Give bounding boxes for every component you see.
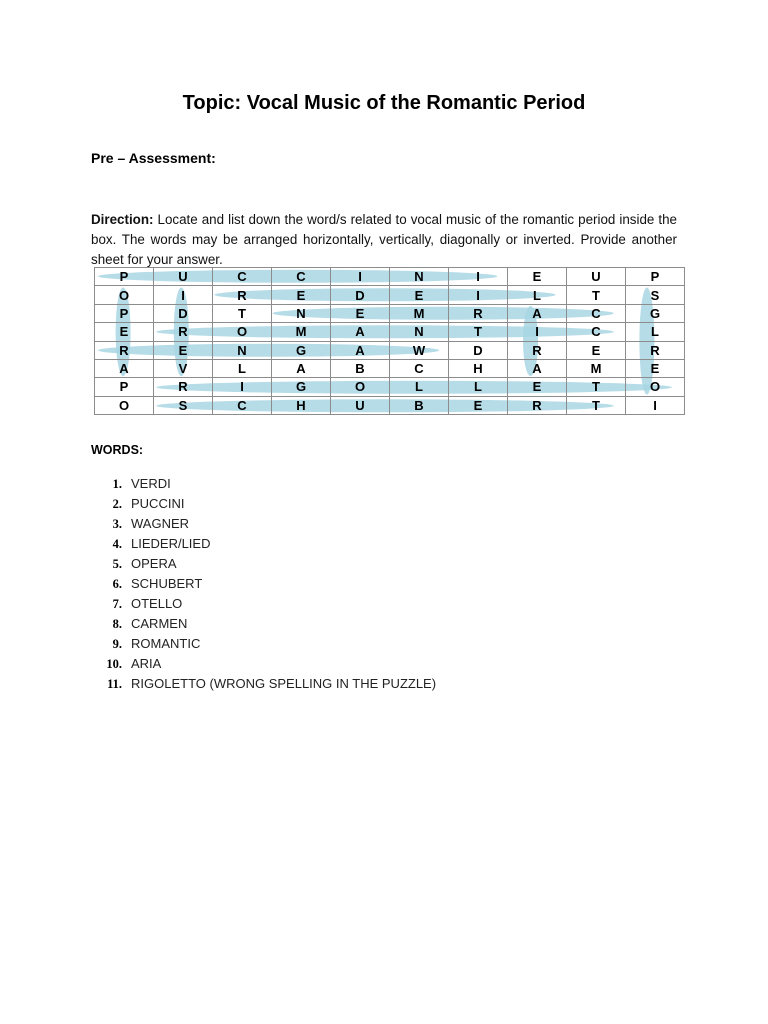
page-title: Topic: Vocal Music of the Romantic Period (182, 92, 586, 114)
word-list-item (91, 574, 436, 594)
puzzle-cell: T (567, 396, 626, 414)
word-text: OTELLO (131, 596, 183, 611)
puzzle-cell: I (626, 396, 685, 414)
puzzle-cell: R (626, 341, 685, 359)
puzzle-cell: U (331, 396, 390, 414)
puzzle-cell: S (154, 396, 213, 414)
word-list-item (91, 614, 436, 634)
puzzle-cell: V (154, 359, 213, 377)
puzzle-row (95, 359, 685, 377)
puzzle-cell: B (390, 396, 449, 414)
puzzle-cell: A (272, 359, 331, 377)
puzzle-cell: P (626, 268, 685, 286)
word-text: PUCCINI (131, 496, 185, 511)
puzzle-cell: E (626, 359, 685, 377)
word-number: 9. (112, 637, 122, 651)
word-text: ROMANTIC (131, 636, 201, 651)
word-number: 3. (112, 517, 122, 531)
puzzle-cell: L (626, 323, 685, 341)
puzzle-row (95, 341, 685, 359)
puzzle-cell: O (213, 323, 272, 341)
direction-paragraph (91, 210, 677, 270)
puzzle-cell: C (567, 304, 626, 322)
puzzle-cell: N (213, 341, 272, 359)
word-list-item (91, 534, 436, 554)
puzzle-cell: E (508, 378, 567, 396)
puzzle-cell: O (95, 396, 154, 414)
word-text: OPERA (131, 556, 177, 571)
direction-text: Locate and list down the word/s related to vocal music of the romantic period inside the box. The words may be arranged horizontally, vertically, diagonally or inverted. Provide another sheet for your answer. (91, 212, 677, 268)
puzzle-cell: R (508, 341, 567, 359)
puzzle-cell: I (213, 378, 272, 396)
puzzle-cell: L (449, 378, 508, 396)
word-number: 11. (107, 677, 122, 691)
words-heading: WORDS: (91, 443, 144, 457)
puzzle-cell: B (331, 359, 390, 377)
puzzle-cell: D (449, 341, 508, 359)
word-text: SCHUBERT (131, 576, 203, 591)
puzzle-cell: R (154, 323, 213, 341)
puzzle-cell: I (508, 323, 567, 341)
puzzle-cell: U (154, 268, 213, 286)
word-text: WAGNER (131, 516, 190, 531)
puzzle-cell: W (390, 341, 449, 359)
puzzle-cell: T (567, 286, 626, 304)
puzzle-cell: M (272, 323, 331, 341)
word-number: 7. (112, 597, 122, 611)
puzzle-cell: O (331, 378, 390, 396)
puzzle-cell: A (95, 359, 154, 377)
puzzle-cell: E (508, 268, 567, 286)
word-number: 4. (112, 537, 122, 551)
word-text: RIGOLETTO (WRONG SPELLING IN THE PUZZLE) (131, 676, 437, 691)
puzzle-cell: A (331, 323, 390, 341)
word-list-item (91, 634, 436, 654)
puzzle-cell: N (390, 323, 449, 341)
puzzle-row (95, 323, 685, 341)
puzzle-cell: A (508, 304, 567, 322)
word-list-item (91, 494, 436, 514)
pre-assessment-heading: Pre – Assessment: (91, 150, 216, 166)
puzzle-cell: D (331, 286, 390, 304)
puzzle-cell: G (272, 341, 331, 359)
puzzle-cell: L (213, 359, 272, 377)
puzzle-cell: H (272, 396, 331, 414)
word-text: CARMEN (131, 616, 188, 631)
puzzle-cell: A (331, 341, 390, 359)
word-list-item (91, 654, 436, 674)
puzzle-cell: R (213, 286, 272, 304)
direction-label: Direction: (91, 212, 154, 228)
puzzle-cell: E (567, 341, 626, 359)
word-list-item (91, 554, 436, 574)
puzzle-cell: R (154, 378, 213, 396)
word-list (91, 474, 436, 694)
puzzle-cell: I (449, 286, 508, 304)
word-number: 8. (112, 617, 122, 631)
puzzle-cell: E (449, 396, 508, 414)
puzzle-cell: O (95, 286, 154, 304)
puzzle-cell: N (390, 268, 449, 286)
puzzle-cell: M (567, 359, 626, 377)
word-list-item (91, 674, 436, 694)
puzzle-cell: P (95, 304, 154, 322)
word-number: 1. (112, 477, 122, 491)
puzzle-row (95, 396, 685, 414)
puzzle-cell: I (154, 286, 213, 304)
word-list-item (91, 594, 436, 614)
puzzle-row (95, 268, 685, 286)
word-number: 2. (112, 497, 122, 511)
word-number: 10. (106, 657, 122, 671)
word-number: 5. (112, 557, 122, 571)
puzzle-cell: G (626, 304, 685, 322)
puzzle-cell: C (390, 359, 449, 377)
puzzle-cell: E (95, 323, 154, 341)
word-list-item (91, 514, 436, 534)
puzzle-cell: H (449, 359, 508, 377)
puzzle-cell: E (390, 286, 449, 304)
puzzle-cell: E (154, 341, 213, 359)
puzzle-cell: E (272, 286, 331, 304)
puzzle-cell: N (272, 304, 331, 322)
word-number: 6. (112, 577, 122, 591)
puzzle-cell: P (95, 268, 154, 286)
puzzle-cell: T (449, 323, 508, 341)
puzzle-cell: U (567, 268, 626, 286)
word-search-puzzle (94, 267, 676, 415)
puzzle-cell: L (508, 286, 567, 304)
puzzle-cell: T (567, 378, 626, 396)
puzzle-cell: C (567, 323, 626, 341)
word-text: ARIA (131, 656, 162, 671)
puzzle-cell: S (626, 286, 685, 304)
puzzle-cell: G (272, 378, 331, 396)
puzzle-cell: T (213, 304, 272, 322)
puzzle-cell: E (331, 304, 390, 322)
word-text: LIEDER/LIED (131, 536, 211, 551)
puzzle-row (95, 378, 685, 396)
word-text: VERDI (131, 476, 171, 491)
puzzle-cell: L (390, 378, 449, 396)
puzzle-cell: I (331, 268, 390, 286)
puzzle-cell: R (449, 304, 508, 322)
puzzle-cell: D (154, 304, 213, 322)
puzzle-cell: R (508, 396, 567, 414)
puzzle-cell: A (508, 359, 567, 377)
puzzle-row (95, 286, 685, 304)
puzzle-cell: O (626, 378, 685, 396)
puzzle-grid (94, 267, 685, 415)
word-list-item (91, 474, 436, 494)
puzzle-row (95, 304, 685, 322)
puzzle-cell: C (213, 268, 272, 286)
puzzle-cell: M (390, 304, 449, 322)
puzzle-cell: I (449, 268, 508, 286)
puzzle-cell: P (95, 378, 154, 396)
puzzle-cell: C (213, 396, 272, 414)
puzzle-cell: C (272, 268, 331, 286)
puzzle-cell: R (95, 341, 154, 359)
